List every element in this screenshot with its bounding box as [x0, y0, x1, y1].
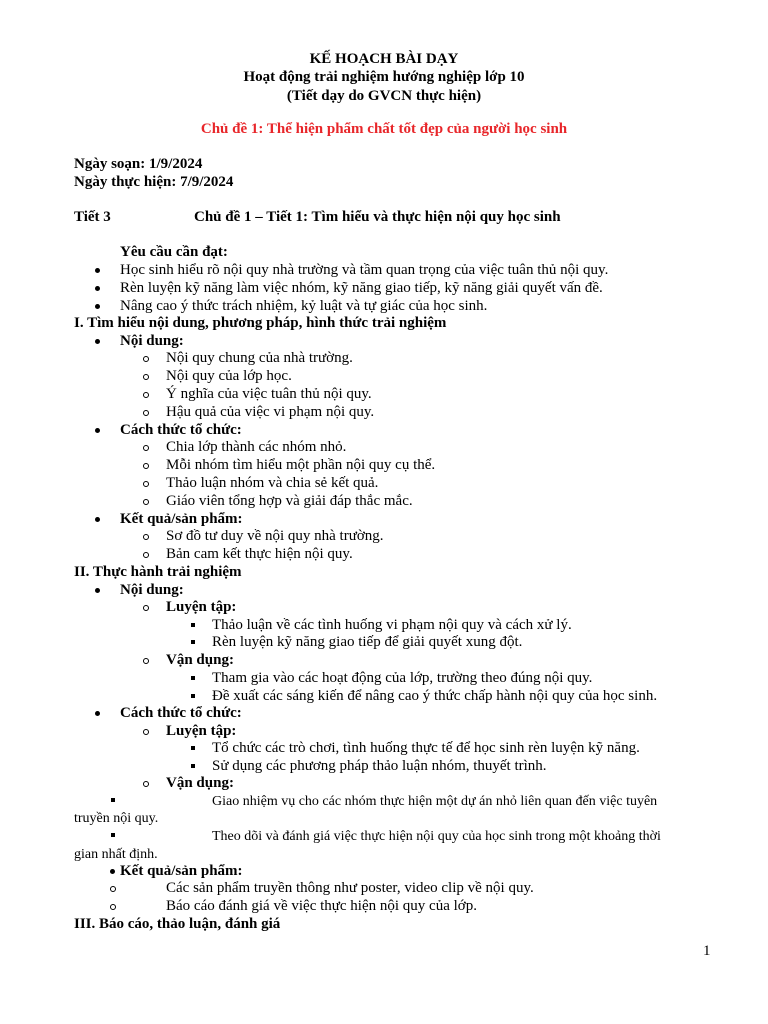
circle-bullet-icon: [143, 445, 149, 451]
bullet-icon: [95, 588, 100, 593]
section-heading: III. Báo cáo, thảo luận, đánh giá: [74, 916, 281, 932]
square-bullet-icon: [111, 833, 115, 837]
lesson-period: Tiết 3: [74, 209, 111, 225]
bullet-icon: [110, 869, 115, 874]
square-bullet-icon: [191, 764, 195, 768]
list-item: Đề xuất các sáng kiến để nâng cao ý thức chấp hành nội quy của học sinh.: [212, 688, 658, 704]
circle-bullet-icon: [143, 374, 149, 380]
requirements-heading: Yêu cầu cần đạt:: [120, 244, 228, 260]
square-bullet-icon: [191, 676, 195, 680]
list-item: Bản cam kết thực hiện nội quy.: [166, 546, 353, 562]
list-item: Hậu quả của việc vi phạm nội quy.: [166, 404, 375, 420]
lesson-title: Chủ đề 1 – Tiết 1: Tìm hiểu và thực hiện nội quy học sinh: [194, 209, 561, 225]
circle-bullet-icon: [143, 499, 149, 505]
bullet-icon: [95, 286, 100, 291]
square-bullet-icon: [191, 746, 195, 750]
list-item: Mỗi nhóm tìm hiểu một phần nội quy cụ thể.: [166, 457, 436, 473]
list-item: Tham gia vào các hoạt động của lớp, trường theo đúng nội quy.: [212, 670, 593, 686]
prepared-date: Ngày soạn: 1/9/2024: [74, 156, 203, 172]
circle-bullet-icon: [143, 781, 149, 787]
doc-note: (Tiết dạy do GVCN thực hiện): [286, 88, 482, 104]
list-item: Các sản phẩm truyền thông như poster, video clip về nội quy.: [166, 880, 534, 896]
list-item: Nội quy chung của nhà trường.: [166, 350, 353, 366]
circle-bullet-icon: [143, 392, 149, 398]
list-label: Nội dung:: [120, 582, 184, 598]
list-label: Vận dụng:: [166, 652, 234, 668]
list-item: Sử dụng các phương pháp thảo luận nhóm, thuyết trình.: [212, 758, 547, 774]
bullet-icon: [95, 339, 100, 344]
list-label: Luyện tập:: [166, 599, 237, 615]
list-item: Chia lớp thành các nhóm nhỏ.: [166, 439, 347, 455]
square-bullet-icon: [111, 798, 115, 802]
circle-bullet-icon: [143, 658, 149, 664]
list-item: Giáo viên tổng hợp và giải đáp thắc mắc.: [166, 493, 413, 509]
list-item: Học sinh hiểu rõ nội quy nhà trường và tầm quan trọng của việc tuân thủ nội quy.: [120, 262, 609, 278]
list-item: Sơ đồ tư duy về nội quy nhà trường.: [166, 528, 384, 544]
circle-bullet-icon: [110, 886, 116, 892]
list-label: Kết quả/sản phẩm:: [120, 863, 243, 879]
list-item-continuation: gian nhất định.: [74, 847, 158, 862]
list-label: Luyện tập:: [166, 723, 237, 739]
bullet-icon: [95, 711, 100, 716]
circle-bullet-icon: [143, 729, 149, 735]
list-label: Kết quả/sản phẩm:: [120, 511, 243, 527]
doc-subtitle: Hoạt động trải nghiệm hướng nghiệp lớp 10: [243, 69, 525, 85]
list-item: Báo cáo đánh giá về việc thực hiện nội quy của lớp.: [166, 898, 477, 914]
topic-heading: Chủ đề 1: Thể hiện phẩm chất tốt đẹp của người học sinh: [200, 121, 568, 137]
page-number: 1: [703, 943, 711, 959]
list-label: Nội dung:: [120, 333, 184, 349]
list-label: Vận dụng:: [166, 775, 234, 791]
bullet-icon: [95, 268, 100, 273]
list-item: Nâng cao ý thức trách nhiệm, kỷ luật và tự giác của học sinh.: [120, 298, 488, 314]
list-item: Rèn luyện kỹ năng làm việc nhóm, kỹ năng giao tiếp, kỹ năng giải quyết vấn đề.: [120, 280, 603, 296]
list-item: Thảo luận nhóm và chia sẻ kết quả.: [166, 475, 379, 491]
doc-title: KẾ HOẠCH BÀI DẠY: [309, 51, 459, 67]
list-item: Ý nghĩa của việc tuân thủ nội quy.: [166, 386, 372, 402]
list-item: Theo dõi và đánh giá việc thực hiện nội quy của học sinh trong một khoảng thời: [212, 829, 661, 844]
circle-bullet-icon: [143, 481, 149, 487]
list-label: Cách thức tổ chức:: [120, 705, 242, 721]
circle-bullet-icon: [143, 605, 149, 611]
square-bullet-icon: [191, 623, 195, 627]
taught-date: Ngày thực hiện: 7/9/2024: [74, 174, 234, 190]
circle-bullet-icon: [143, 356, 149, 362]
list-label: Cách thức tổ chức:: [120, 422, 242, 438]
list-item-continuation: truyền nội quy.: [74, 811, 159, 826]
circle-bullet-icon: [143, 410, 149, 416]
bullet-icon: [95, 428, 100, 433]
bullet-icon: [95, 304, 100, 309]
list-item: Tổ chức các trò chơi, tình huống thực tế để học sinh rèn luyện kỹ năng.: [212, 740, 640, 756]
square-bullet-icon: [191, 694, 195, 698]
list-item: Nội quy của lớp học.: [166, 368, 292, 384]
list-item: Giao nhiệm vụ cho các nhóm thực hiện một dự án nhỏ liên quan đến việc tuyên: [212, 794, 658, 809]
section-heading: II. Thực hành trải nghiệm: [74, 564, 242, 580]
list-item: Rèn luyện kỹ năng giao tiếp để giải quyết xung đột.: [212, 634, 523, 650]
section-heading: I. Tìm hiểu nội dung, phương pháp, hình thức trải nghiệm: [74, 315, 447, 331]
circle-bullet-icon: [143, 534, 149, 540]
circle-bullet-icon: [110, 904, 116, 910]
bullet-icon: [95, 517, 100, 522]
circle-bullet-icon: [143, 552, 149, 558]
circle-bullet-icon: [143, 463, 149, 469]
square-bullet-icon: [191, 640, 195, 644]
list-item: Thảo luận về các tình huống vi phạm nội quy và cách xử lý.: [212, 617, 572, 633]
